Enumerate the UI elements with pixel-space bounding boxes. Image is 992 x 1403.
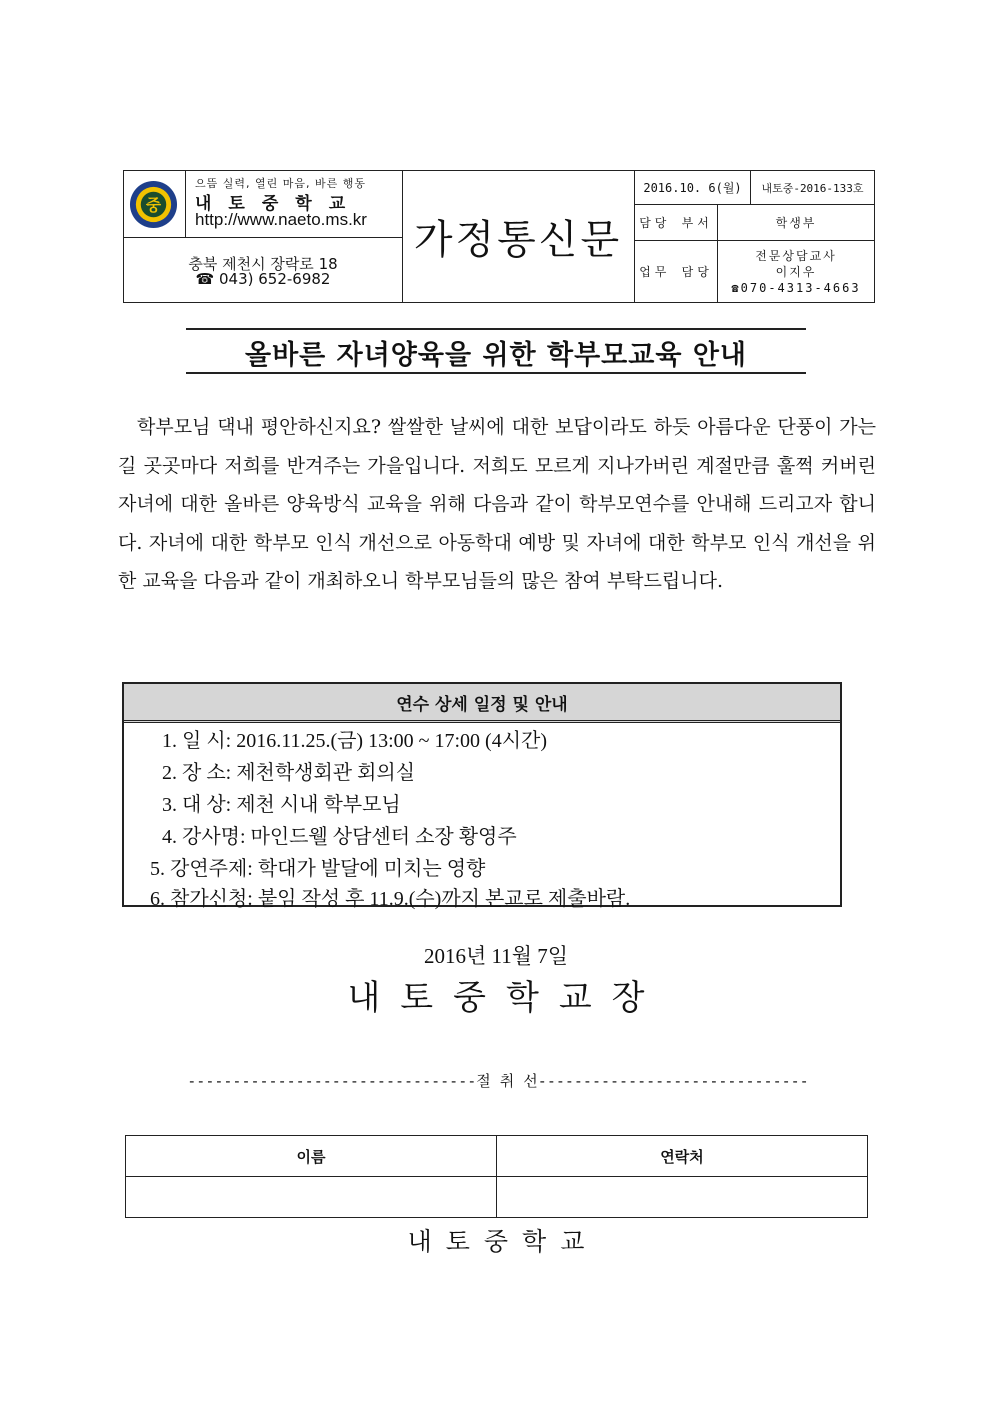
school-motto: 으뜸 실력, 열린 마음, 바른 행동 xyxy=(195,177,366,190)
school-phone: ☎ 043) 652-6982 xyxy=(195,270,331,288)
header-table xyxy=(123,170,875,303)
schedule-item: 2. 장 소: 제천학생회관 회의실 xyxy=(162,762,416,784)
footer-school-name: 내토중학교 xyxy=(407,1227,599,1256)
document-meta xyxy=(635,171,874,302)
school-emblem-icon xyxy=(129,180,178,229)
department-value: 학생부 xyxy=(718,205,874,241)
schedule-item: 5. 강연주제: 학대가 발달에 미치는 영향 xyxy=(150,858,486,880)
department-label: 담당 부서 xyxy=(635,205,718,241)
title-rule-top xyxy=(186,328,806,330)
schedule-box xyxy=(122,682,842,910)
schedule-item: 1. 일 시: 2016.11.25.(금) 13:00 ~ 17:00 (4시간) xyxy=(162,730,547,752)
owner-label: 업무 담당 xyxy=(635,241,718,302)
owner-value xyxy=(718,241,874,302)
school-info xyxy=(124,171,403,302)
cut-line: --------------------------------절 취 선------------------------------ xyxy=(187,1072,809,1090)
reply-input-row xyxy=(126,1177,868,1218)
reply-slip-table xyxy=(125,1135,868,1218)
name-entry-cell[interactable] xyxy=(126,1177,497,1218)
document-number: 내토중-2016-133호 xyxy=(751,171,874,205)
school-identity xyxy=(124,171,402,238)
schedule-heading: 연수 상세 일정 및 안내 xyxy=(124,684,840,723)
school-url[interactable]: http://www.naeto.ms.kr xyxy=(195,210,367,229)
contact-column-header: 연락처 xyxy=(497,1136,868,1177)
document-date: 2016.10. 6(월) xyxy=(635,171,751,205)
issue-date: 2016년 11월 7일 xyxy=(423,944,569,968)
svg-text:중: 중 xyxy=(145,195,162,215)
school-address: 충북 제천시 장락로 18 xyxy=(188,255,338,273)
school-name: 내토중학교 xyxy=(195,194,363,214)
page-title: 올바른 자녀양육을 위한 학부모교육 안내 xyxy=(245,340,747,371)
logo-cell xyxy=(124,171,186,237)
principal-signature: 내토중학교장 xyxy=(347,978,665,1018)
schedule-item: 4. 강사명: 마인드웰 상담센터 소장 황영주 xyxy=(162,826,517,848)
owner-role: 전문상담교사 xyxy=(755,248,837,263)
body-paragraph: 학부모님 댁내 평안하신지요? 쌀쌀한 날씨에 대한 보답이라도 하듯 아름다운 단풍이 가는 길 곳곳마다 저희를 반겨주는 가을입니다. 저희도 모르게 지나가버린 계절만큼 훌쩍 커버린 자녀에 대한 올바른 양육방식 교육을 위해 다음과 같이 학부모연수를 안내해 드리고자 합니다. 자녀에 대한 학부모 인식 개선으로 아동학대 예방 및 자녀에 대한 학부모 인식 개선을 위한 교육을 다음과 같이 개최하오니 학부모님들의 많은 참여 부탁드립니다. xyxy=(118,416,876,592)
schedule-item: 3. 대 상: 제천 시내 학부모님 xyxy=(162,794,401,816)
owner-phone: ☎070-4313-4663 xyxy=(731,280,861,295)
title-rule-bottom xyxy=(186,372,806,374)
contact-entry-cell[interactable] xyxy=(497,1177,868,1218)
schedule-item: 6. 참가신청: 붙임 작성 후 11.9.(수)까지 본교로 제출바람. xyxy=(150,888,631,910)
name-column-header: 이름 xyxy=(126,1136,497,1177)
reply-header-row xyxy=(126,1136,868,1177)
owner-name: 이지우 xyxy=(775,264,817,279)
document-type-title: 가정통신문 xyxy=(402,171,635,302)
